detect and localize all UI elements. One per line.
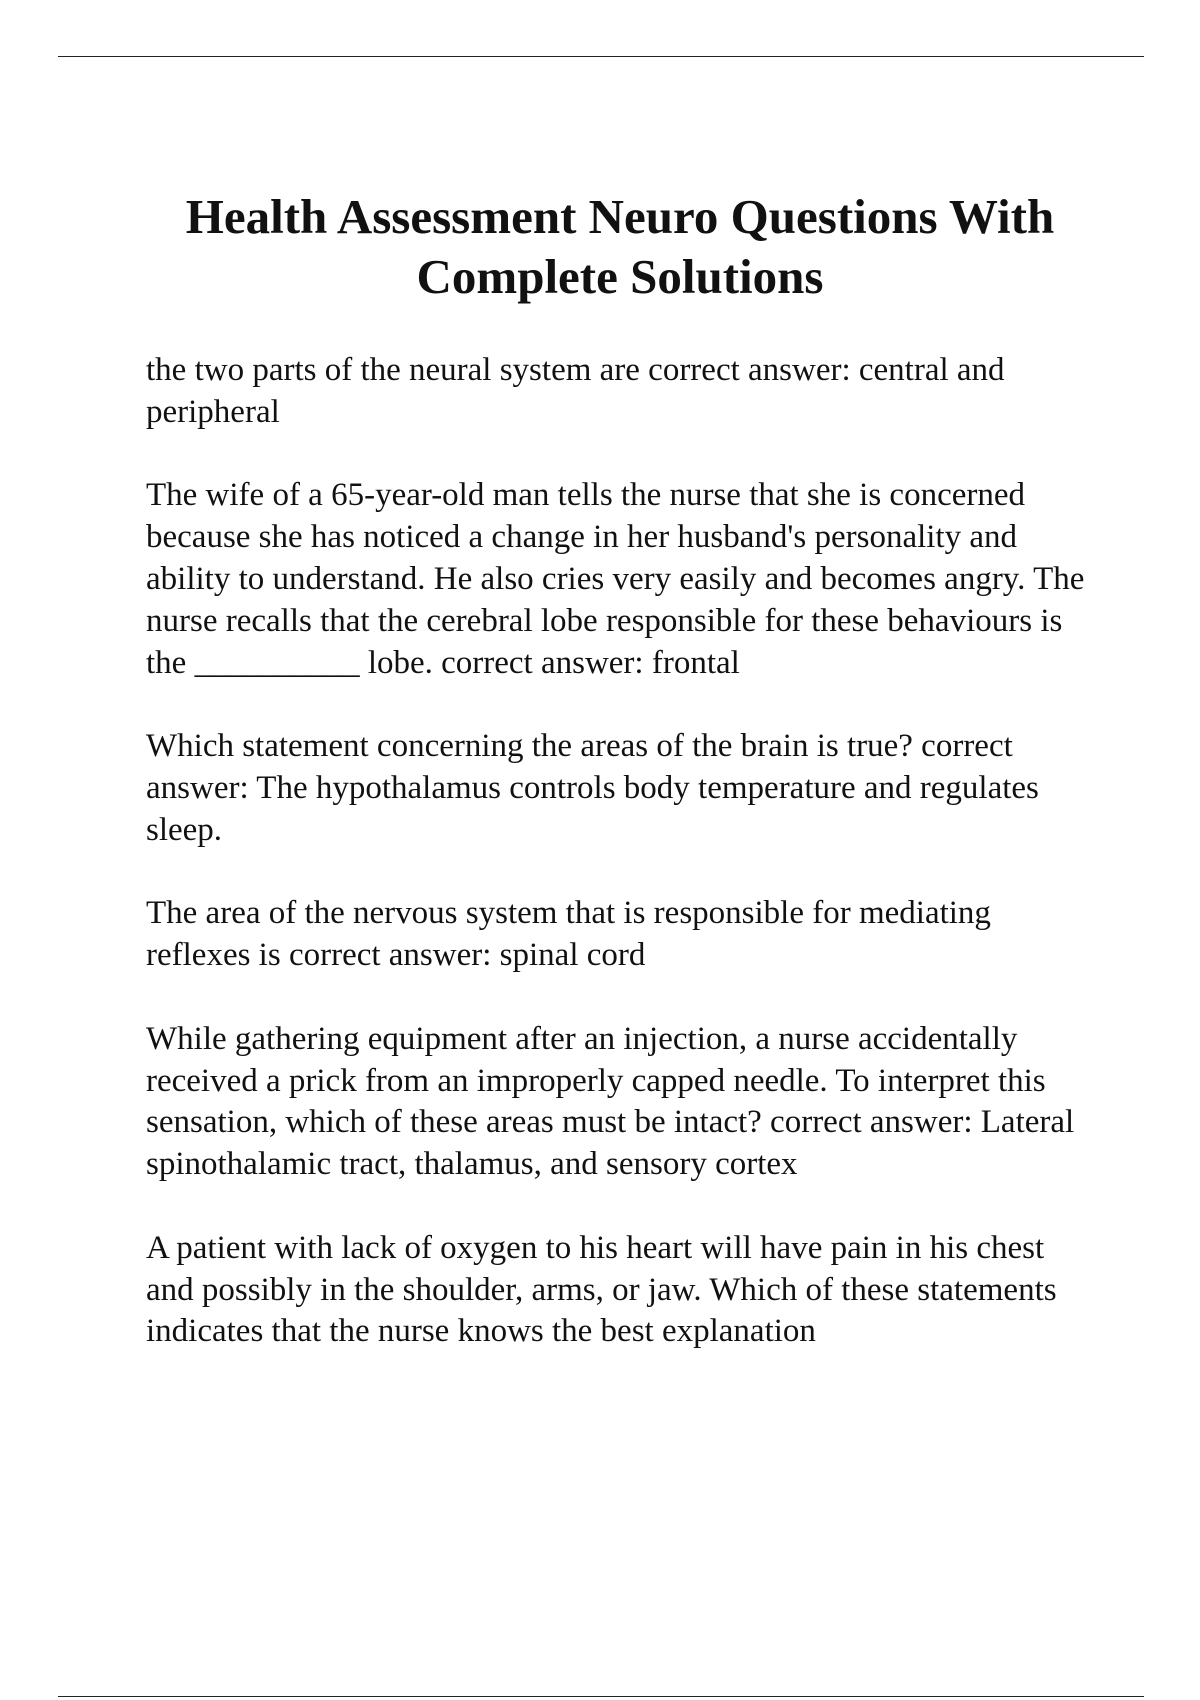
- qa-item: [146, 1019, 1096, 1186]
- answer-text: The hypothalamus controls body temperature and regulates sleep.: [146, 769, 1048, 848]
- answer-text: central and peripheral: [146, 352, 1013, 430]
- question-text: Which statement concerning the areas of the brain is true? correct answer:: [146, 728, 1022, 806]
- question-text: the two parts of the neural system are correct answer:: [146, 352, 851, 388]
- top-rule: [58, 56, 1144, 57]
- question-text: The area of the nervous system that is responsible for mediating reflexes is correct answer:: [146, 895, 1000, 974]
- document-title: Health Assessment Neuro Questions With Complete Solutions: [185, 189, 1055, 304]
- qa-list: [146, 350, 1096, 1395]
- question-text: While gathering equipment after an injection, a nurse accidentally received a prick from an improperly capped needle. To interpret this sensation, which of these areas must be intact? correct answer:: [146, 1020, 1054, 1141]
- qa-item: [146, 1228, 1096, 1353]
- qa-item: [146, 893, 1096, 977]
- qa-item: [146, 350, 1096, 434]
- bottom-rule: [58, 1696, 1144, 1697]
- answer-text: Lateral spinothalamic tract, thalamus, and sensory cortex: [146, 1104, 1083, 1183]
- question-text: A patient with lack of oxygen to his heart will have pain in his chest and possibly in the shoulder, arms, or jaw. Which of these statements indicates that the nurse knows the best explanation: [146, 1229, 1065, 1350]
- answer-text: spinal cord: [499, 937, 646, 974]
- qa-item: [146, 475, 1096, 684]
- qa-item: [146, 726, 1096, 851]
- answer-text: frontal: [651, 644, 740, 681]
- question-text: The wife of a 65-year-old man tells the nurse that she is concerned because she has noticed a change in her husband's personality and ability to understand. He also cries very easily and becomes angry. The nurse recalls that the cerebral lobe responsible for these behaviours is the __________ lobe. correct answer:: [146, 477, 1093, 681]
